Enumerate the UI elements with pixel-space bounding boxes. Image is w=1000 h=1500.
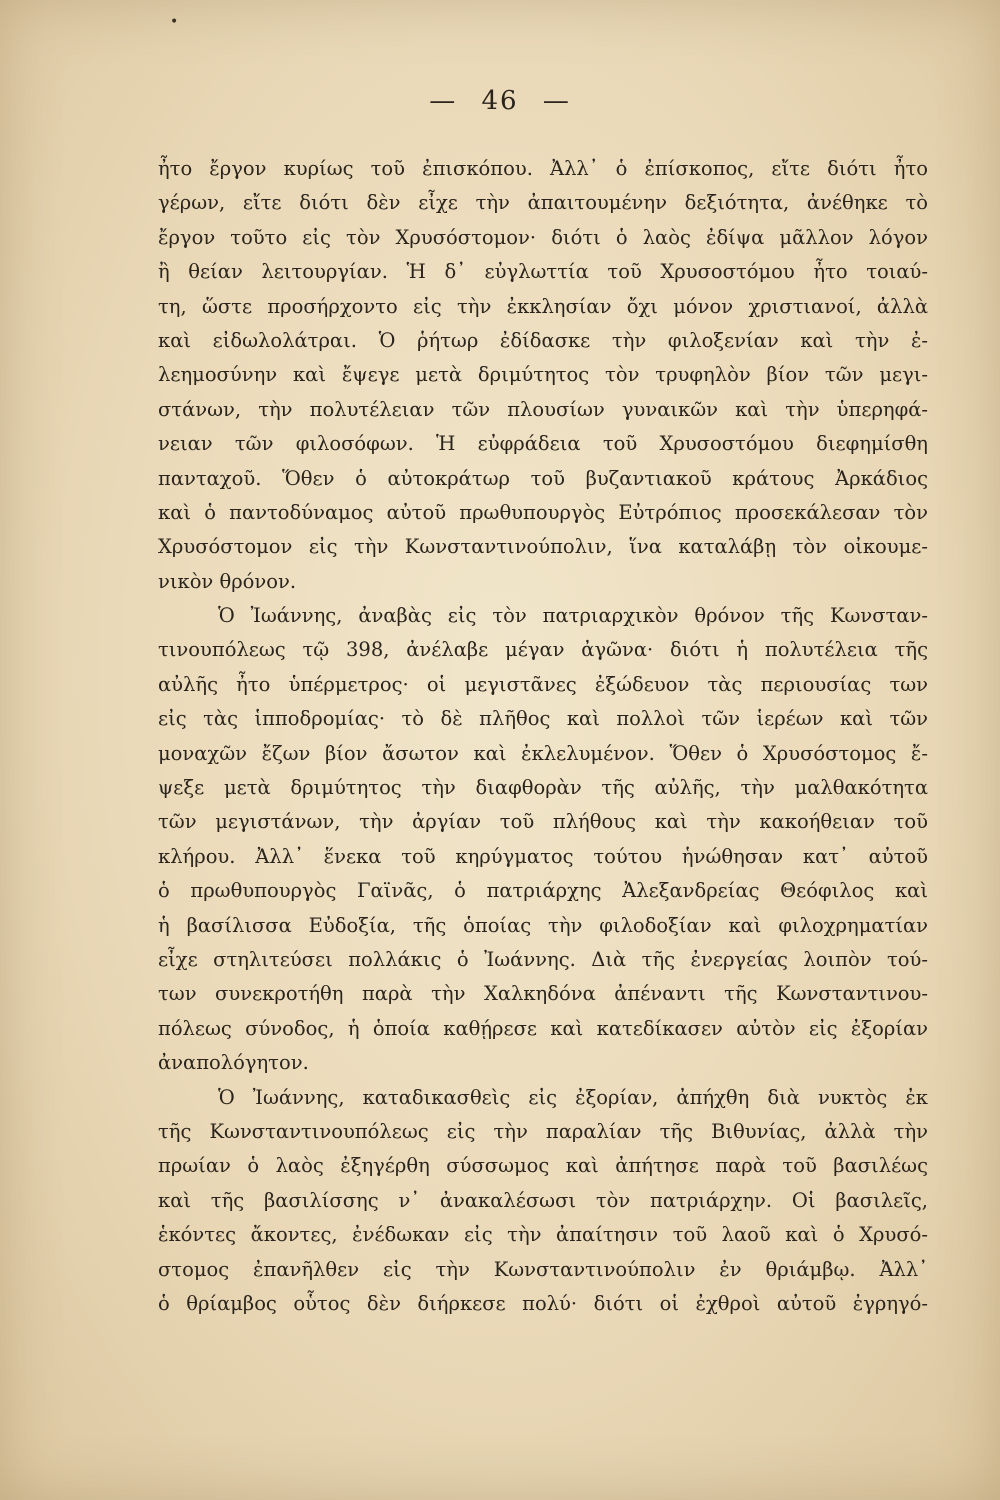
text-line: αὐλῆς ἦτο ὑπέρμετρος· οἱ μεγιστᾶνες ἐξώδευον τὰς περιουσίας των — [158, 672, 928, 696]
text-line: τη, ὥστε προσήρχοντο εἰς τὴν ἐκκλησίαν ὄχι μόνον χριστιανοί, ἀλλὰ — [158, 294, 928, 318]
page-number-header — [0, 86, 1000, 116]
dash-right: — — [542, 86, 571, 116]
text-line: πόλεως σύνοδος, ἡ ὁποία καθῄρεσε καὶ κατεδίκασεν αὐτὸν εἰς ἐξορίαν — [158, 1016, 928, 1040]
body-text — [158, 152, 928, 1321]
text-line: κλήρου. Ἀλλ᾽ ἕνεκα τοῦ κηρύγματος τούτου ἡνώθησαν κατ᾽ αὐτοῦ — [158, 844, 928, 868]
text-line: ἢ θείαν λειτουργίαν. Ἡ δ᾽ εὐγλωττία τοῦ Χρυσοστόμου ἦτο τοιαύ- — [158, 260, 928, 284]
dash-left: — — [429, 86, 458, 116]
text-line: καὶ τῆς βασιλίσσης ν᾽ ἀνακαλέσωσι τὸν πατριάρχην. Οἱ βασιλεῖς, — [158, 1188, 928, 1212]
text-line: μοναχῶν ἔζων βίον ἄσωτον καὶ ἐκλελυμένον. Ὅθεν ὁ Χρυσόστομος ἔ- — [158, 741, 928, 765]
text-line: ἔργον τοῦτο εἰς τὸν Χρυσόστομον· διότι ὁ λαὸς ἐδίψα μᾶλλον λόγον — [158, 225, 928, 249]
text-line: καὶ ὁ παντοδύναμος αὐτοῦ πρωθυπουργὸς Εὐτρόπιος προσεκάλεσαν τὸν — [158, 500, 928, 524]
text-line: στάνων, τὴν πολυτέλειαν τῶν πλουσίων γυναικῶν καὶ τὴν ὑπερηφά- — [158, 397, 928, 421]
paragraph-start-line: Ὁ Ἰωάννης, καταδικασθεὶς εἰς ἐξορίαν, ἀπήχθη διὰ νυκτὸς ἐκ — [218, 1085, 928, 1109]
text-line: καὶ εἰδωλολάτραι. Ὁ ῥήτωρ ἐδίδασκε τὴν φιλοξενίαν καὶ τὴν ἐ- — [158, 328, 928, 352]
text-line: ὁ θρίαμβος οὗτος δὲν διήρκεσε πολύ· διότι οἱ ἐχθροὶ αὐτοῦ ἐγρηγό- — [158, 1291, 928, 1315]
text-line: τῶν μεγιστάνων, τὴν ἀργίαν τοῦ πλήθους καὶ τὴν κακοήθειαν τοῦ — [158, 810, 928, 834]
paragraph-end-line: νικὸν θρόνον. — [158, 569, 297, 593]
page-number: 46 — [481, 86, 519, 116]
text-line: των συνεκροτήθη παρὰ τὴν Χαλκηδόνα ἀπέναντι τῆς Κωνσταντινου- — [158, 982, 928, 1006]
text-line: ἑκόντες ἄκοντες, ἐνέδωκαν εἰς τὴν ἀπαίτησιν τοῦ λαοῦ καὶ ὁ Χρυσό- — [158, 1223, 928, 1247]
paragraph-start-line: Ὁ Ἰωάννης, ἀναβὰς εἰς τὸν πατριαρχικὸν θρόνον τῆς Κωνσταν- — [218, 604, 928, 628]
text-line: εἰς τὰς ἱπποδρομίας· τὸ δὲ πλῆθος καὶ πολλοὶ τῶν ἱερέων καὶ τῶν — [158, 707, 928, 731]
text-line: ψεξε μετὰ δριμύτητος τὴν διαφθορὰν τῆς αὐλῆς, τὴν μαλθακότητα — [158, 776, 928, 800]
text-line: νειαν τῶν φιλοσόφων. Ἡ εὐφράδεια τοῦ Χρυσοστόμου διεφημίσθη — [158, 432, 928, 456]
text-line: Χρυσόστομον εἰς τὴν Κωνσταντινούπολιν, ἵνα καταλάβῃ τὸν οἰκουμε- — [158, 535, 928, 559]
text-line: εἶχε στηλιτεύσει πολλάκις ὁ Ἰωάννης. Διὰ τῆς ἐνεργείας λοιπὸν τού- — [158, 947, 928, 971]
text-line: ἡ βασίλισσα Εὐδοξία, τῆς ὁποίας τὴν φιλοδοξίαν καὶ φιλοχρηματίαν — [158, 913, 928, 937]
text-line: ὁ πρωθυπουργὸς Γαϊνᾶς, ὁ πατριάρχης Ἀλεξανδρείας Θεόφιλος καὶ — [158, 879, 928, 903]
ink-dot: • — [170, 14, 179, 30]
text-line: τῆς Κωνσταντινουπόλεως εἰς τὴν παραλίαν τῆς Βιθυνίας, ἀλλὰ τὴν — [158, 1119, 928, 1143]
text-line: ἦτο ἔργον κυρίως τοῦ ἐπισκόπου. Ἀλλ᾽ ὁ ἐπίσκοπος, εἴτε διότι ἦτο — [158, 157, 928, 180]
text-line: γέρων, εἴτε διότι δὲν εἶχε τὴν ἀπαιτουμένην δεξιότητα, ἀνέθηκε τὸ — [158, 191, 928, 215]
text-line: τινουπόλεως τῷ 398, ἀνέλαβε μέγαν ἀγῶνα· διότι ἡ πολυτέλεια τῆς — [158, 638, 928, 662]
text-line: πανταχοῦ. Ὅθεν ὁ αὐτοκράτωρ τοῦ βυζαντιακοῦ κράτους Ἀρκάδιος — [158, 466, 928, 490]
text-line: στομος ἐπανῆλθεν εἰς τὴν Κωνσταντινούπολιν ἐν θριάμβῳ. Ἀλλ᾽ — [158, 1257, 928, 1281]
paragraph-end-line: ἀναπολόγητον. — [158, 1051, 309, 1075]
text-line: λεημοσύνην καὶ ἔψεγε μετὰ δριμύτητος τὸν τρυφηλὸν βίον τῶν μεγι- — [158, 363, 928, 387]
text-line: πρωίαν ὁ λαὸς ἐξηγέρθη σύσσωμος καὶ ἀπήτησε παρὰ τοῦ βασιλέως — [158, 1154, 928, 1178]
